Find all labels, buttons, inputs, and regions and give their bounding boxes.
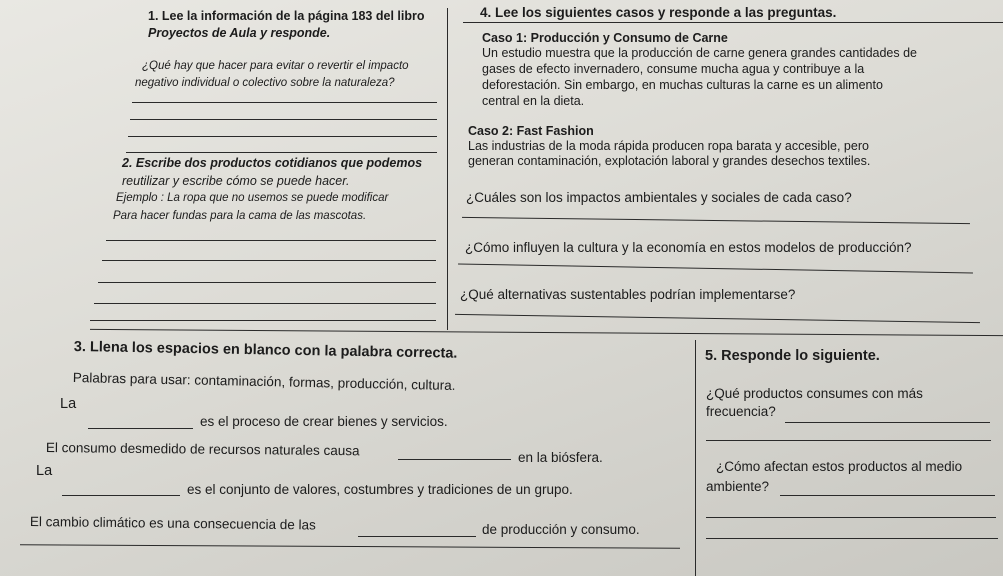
answer-line[interactable] bbox=[106, 240, 436, 241]
fill-sentence-1-text: es el proceso de crear bienes y servicios. bbox=[200, 414, 448, 429]
case-question-2: ¿Cómo influyen la cultura y la economía en estos modelos de producción? bbox=[465, 240, 912, 255]
answer-line[interactable] bbox=[90, 320, 436, 321]
case1-title: Caso 1: Producción y Consumo de Carne bbox=[482, 31, 728, 45]
answer-line[interactable] bbox=[785, 422, 990, 423]
bottom-rule bbox=[20, 544, 680, 548]
case1-line4: central en la dieta. bbox=[482, 94, 585, 108]
section4-title: 4. Lee los siguientes casos y responde a las preguntas. bbox=[480, 5, 837, 20]
section1-subtitle: Proyectos de Aula y responde. bbox=[148, 26, 331, 40]
answer-line[interactable] bbox=[98, 282, 436, 283]
section1-question-line1: ¿Qué hay que hacer para evitar o revertir el impacto bbox=[142, 60, 409, 72]
answer-line[interactable] bbox=[455, 314, 980, 323]
answer-line[interactable] bbox=[458, 264, 973, 274]
case2-line1: Las industrias de la moda rápida producen ropa barata y accesible, pero bbox=[468, 139, 869, 153]
fill-sentence-4-suffix: de producción y consumo. bbox=[482, 522, 640, 537]
blank-field-3[interactable] bbox=[62, 495, 180, 496]
case-question-3: ¿Qué alternativas sustentables podrían implementarse? bbox=[460, 287, 796, 302]
section2-subtitle: reutilizar y escribe cómo se puede hacer. bbox=[122, 174, 350, 188]
answer-line[interactable] bbox=[94, 303, 436, 304]
divider-vertical-bottom bbox=[695, 340, 696, 576]
fill-sentence-1-prefix: La bbox=[60, 396, 77, 412]
answer-line[interactable] bbox=[128, 136, 437, 137]
case2-title: Caso 2: Fast Fashion bbox=[468, 124, 594, 138]
section2-example-line1: Ejemplo : La ropa que no usemos se puede modificar bbox=[116, 192, 389, 204]
answer-line[interactable] bbox=[706, 440, 991, 441]
answer-line[interactable] bbox=[102, 260, 436, 261]
section3-word-bank: Palabras para usar: contaminación, formas, producción, cultura. bbox=[72, 370, 456, 394]
section5-question2-line2: ambiente? bbox=[706, 479, 770, 494]
section5-title: 5. Responde lo siguiente. bbox=[705, 348, 880, 364]
divider-top-right bbox=[463, 22, 1003, 23]
fill-sentence-2-suffix: en la biósfera. bbox=[518, 450, 603, 465]
section2-example-line2: Para hacer fundas para la cama de las mascotas. bbox=[113, 210, 367, 222]
section5-question2-line1: ¿Cómo afectan estos productos al medio bbox=[716, 459, 963, 474]
section5-question1-line1: ¿Qué productos consumes con más bbox=[706, 386, 923, 401]
case1-line3: deforestación. Sin embargo, en muchas culturas la carne es un alimento bbox=[482, 78, 883, 92]
answer-line[interactable] bbox=[462, 217, 970, 224]
case1-line1: Un estudio muestra que la producción de carne genera grandes cantidades de bbox=[482, 46, 918, 60]
divider-vertical-top bbox=[447, 8, 448, 330]
section1-title: 1. Lee la información de la página 183 del libro bbox=[148, 9, 425, 23]
answer-line[interactable] bbox=[706, 538, 998, 539]
section3-title: 3. Llena los espacios en blanco con la palabra correcta. bbox=[73, 339, 458, 362]
case1-line2: gases de efecto invernadero, consume mucha agua y contribuye a la bbox=[482, 62, 865, 76]
answer-line[interactable] bbox=[706, 517, 996, 518]
fill-sentence-2-prefix: El consumo desmedido de recursos naturales causa bbox=[45, 440, 360, 459]
fill-sentence-3-prefix: La bbox=[36, 463, 53, 479]
answer-line[interactable] bbox=[132, 102, 437, 103]
fill-sentence-3-text: es el conjunto de valores, costumbres y tradiciones de un grupo. bbox=[187, 482, 573, 497]
answer-line[interactable] bbox=[780, 495, 995, 496]
fill-sentence-4-prefix: El cambio climático es una consecuencia de las bbox=[29, 514, 316, 533]
section2-title: 2. Escribe dos productos cotidianos que podemos bbox=[122, 156, 423, 170]
section5-question1-line2: frecuencia? bbox=[706, 404, 776, 419]
blank-field-2[interactable] bbox=[398, 459, 511, 460]
blank-field-4[interactable] bbox=[358, 536, 476, 537]
case2-line2: generan contaminación, explotación laboral y grandes desechos textiles. bbox=[468, 154, 871, 168]
answer-line[interactable] bbox=[130, 119, 437, 120]
blank-field-1[interactable] bbox=[88, 428, 193, 429]
case-question-1: ¿Cuáles son los impactos ambientales y sociales de cada caso? bbox=[466, 190, 852, 205]
section1-question-line2: negativo individual o colectivo sobre la naturaleza? bbox=[135, 77, 395, 89]
divider-middle bbox=[90, 329, 1003, 336]
answer-line[interactable] bbox=[126, 152, 437, 153]
